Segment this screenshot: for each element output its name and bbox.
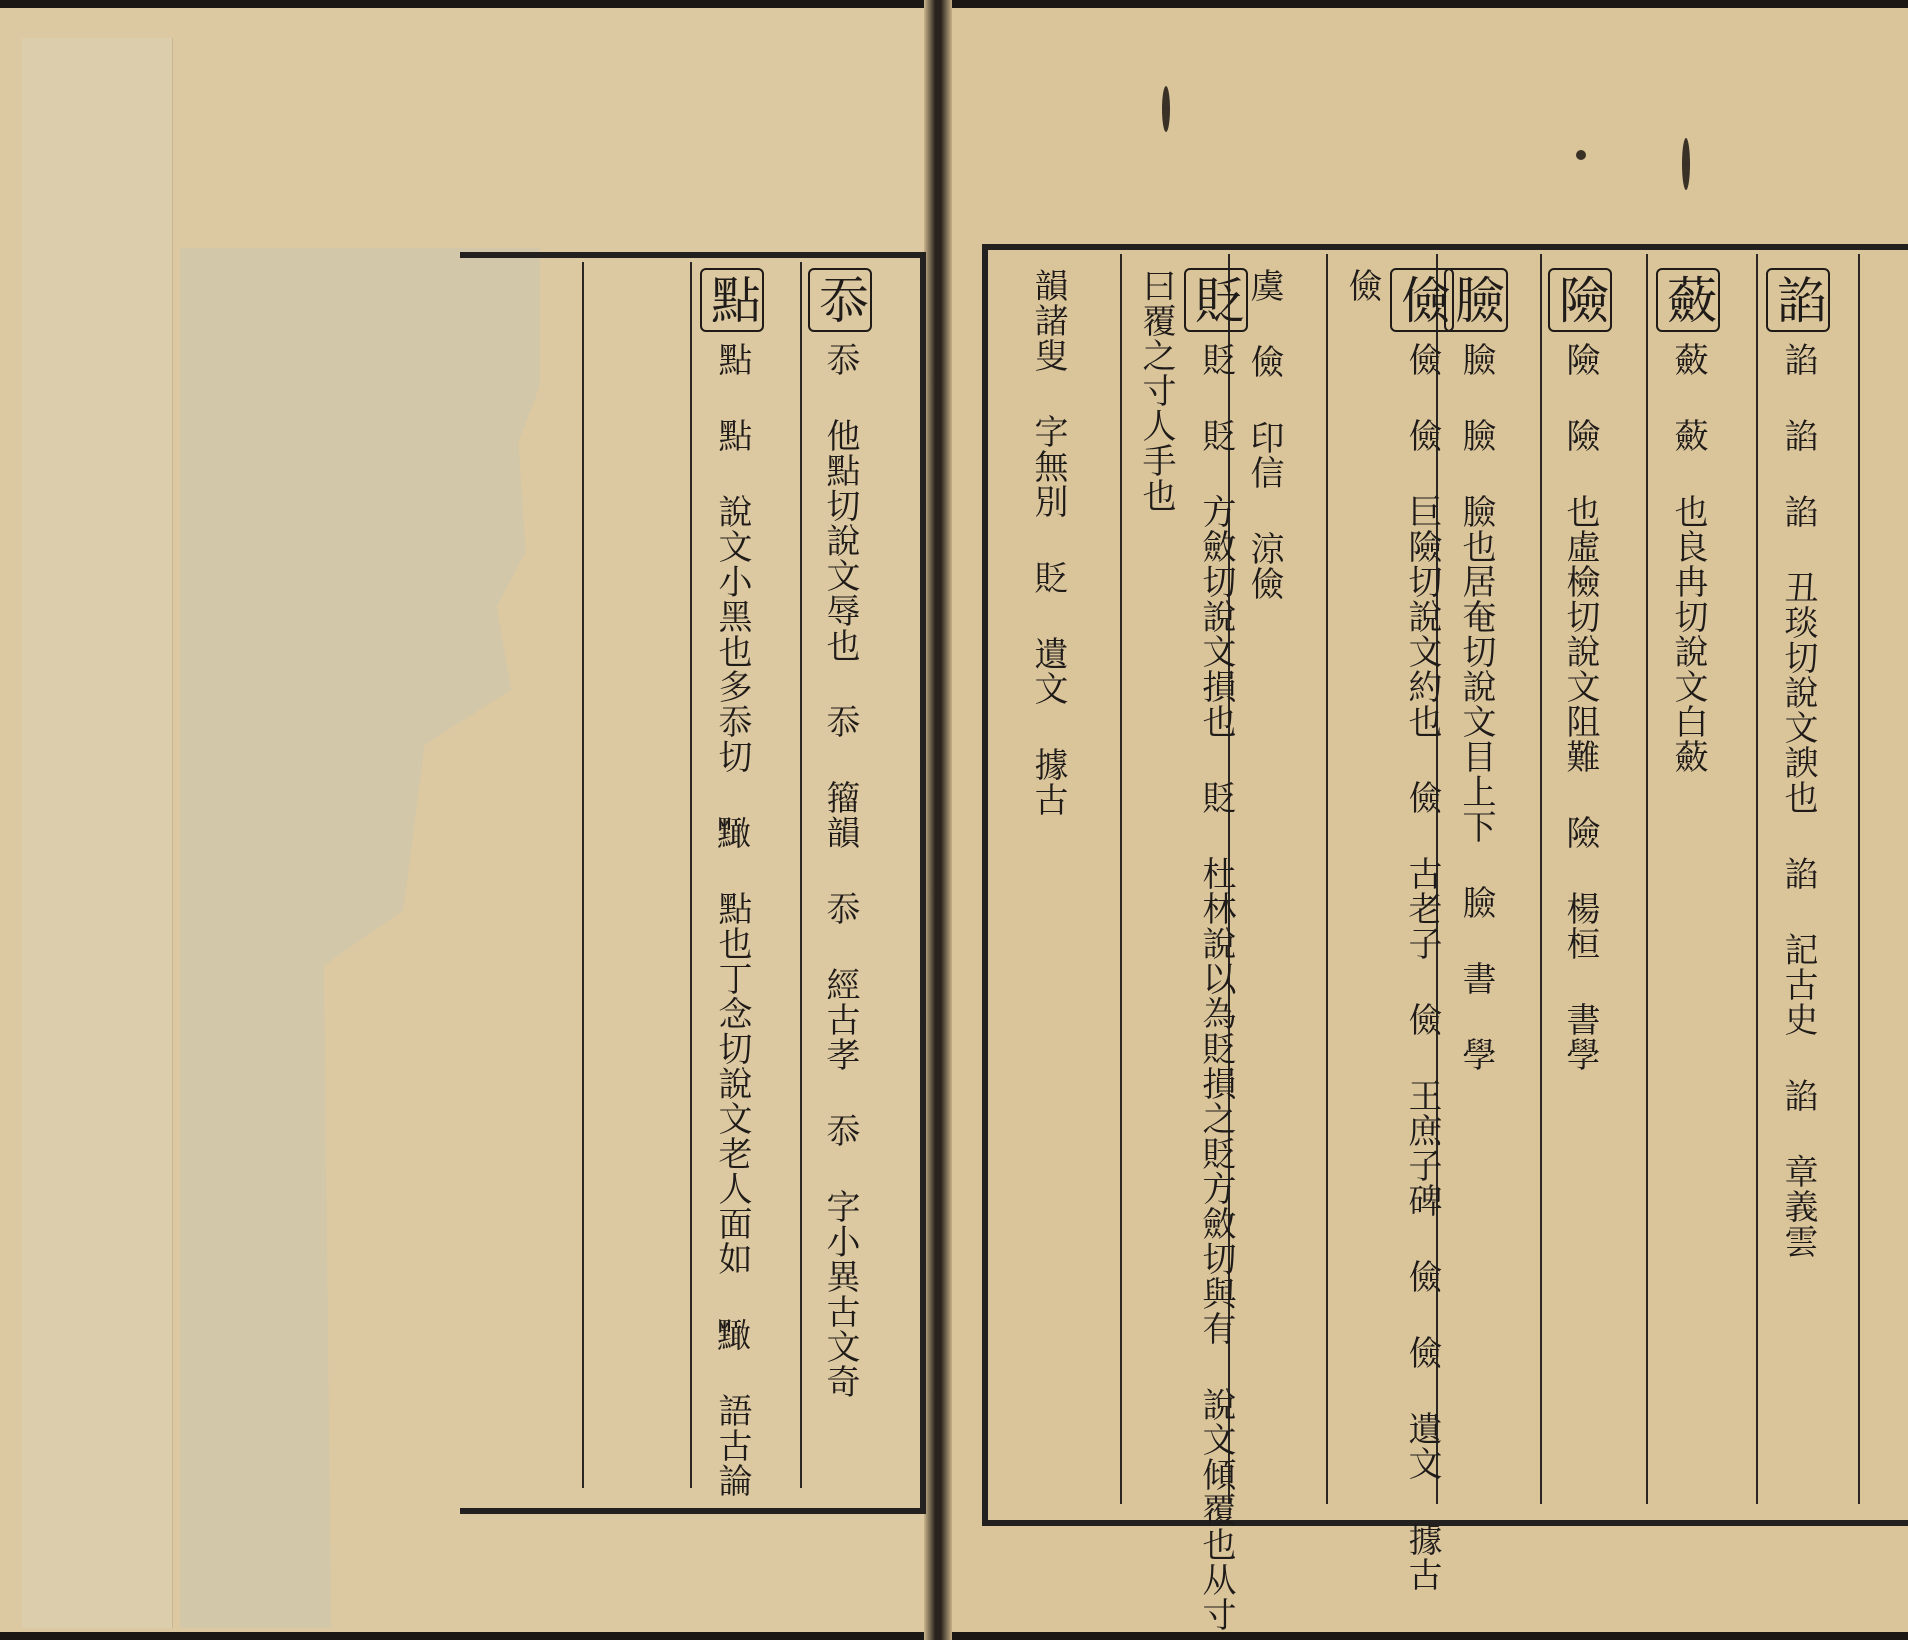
- ink-stain: [1576, 150, 1586, 160]
- column-rule: [1120, 254, 1122, 1504]
- column-rule: [800, 262, 802, 1488]
- head-character: 蘞: [1656, 268, 1720, 332]
- column-text: 虞 儉 印信 涼儉: [1244, 268, 1284, 601]
- column-rule: [1756, 254, 1758, 1504]
- paper-repair-strip: [22, 38, 173, 1628]
- column-text: 儉 儉 巨險切說文約也 儉 古老子 儉 王庶子碑 儉 儉 遺文 據古 儉: [1342, 268, 1442, 1592]
- column-rule: [1540, 254, 1542, 1504]
- text-column: [1236, 268, 1292, 601]
- text-column: [1548, 268, 1612, 1072]
- ink-stain: [1682, 138, 1690, 190]
- head-character: 臉: [1444, 268, 1508, 332]
- head-character: 諂: [1766, 268, 1830, 332]
- text-column: [1334, 268, 1454, 1640]
- text-column: [1656, 268, 1720, 774]
- column-rule: [1646, 254, 1648, 1504]
- column-rule: [690, 262, 692, 1488]
- column-rule: [1326, 254, 1328, 1504]
- column-rule: [1858, 254, 1860, 1504]
- text-column: [808, 268, 872, 1399]
- text-column: [1766, 268, 1830, 1259]
- column-text: 險 險 也虛檢切說文阻難 險 楊桓 書學: [1560, 342, 1600, 1072]
- column-text: 韻諸叟 字無別 貶 遺文 據古: [1028, 268, 1068, 817]
- column-text: 臉 臉 臉也居奄切說文目上下 臉 書 學: [1456, 342, 1496, 1072]
- head-character: 險: [1548, 268, 1612, 332]
- text-column: [700, 268, 764, 1498]
- head-character: 點: [700, 268, 764, 332]
- column-rule: [582, 262, 584, 1488]
- column-text: 諂 諂 諂 丑琰切說文諛也 諂 記古史 諂 章義雲: [1778, 342, 1818, 1259]
- head-character: 忝: [808, 268, 872, 332]
- book-spine: [924, 0, 952, 1640]
- text-column: [1128, 268, 1248, 1640]
- text-column: [1020, 268, 1076, 817]
- column-text: 貶 貶 方斂切說文損也 貶 杜林說以為貶損之貶方斂切與有 說文傾覆也从寸曰覆之寸人手也: [1136, 268, 1236, 1632]
- ink-stain: [1162, 86, 1170, 132]
- head-character: 貶: [1184, 268, 1248, 332]
- column-text: 點 點 說文小黑也多忝切 𪒠 點也丁念切說文老人面如 𪒠 語古論: [712, 342, 752, 1498]
- column-text: 忝 他點切說文辱也 忝 籀韻 忝 經古孝 忝 字小異古文奇: [820, 342, 860, 1399]
- column-text: 蘞 蘞 也良冉切說文白蘞: [1668, 342, 1708, 774]
- head-character: 儉: [1390, 268, 1454, 332]
